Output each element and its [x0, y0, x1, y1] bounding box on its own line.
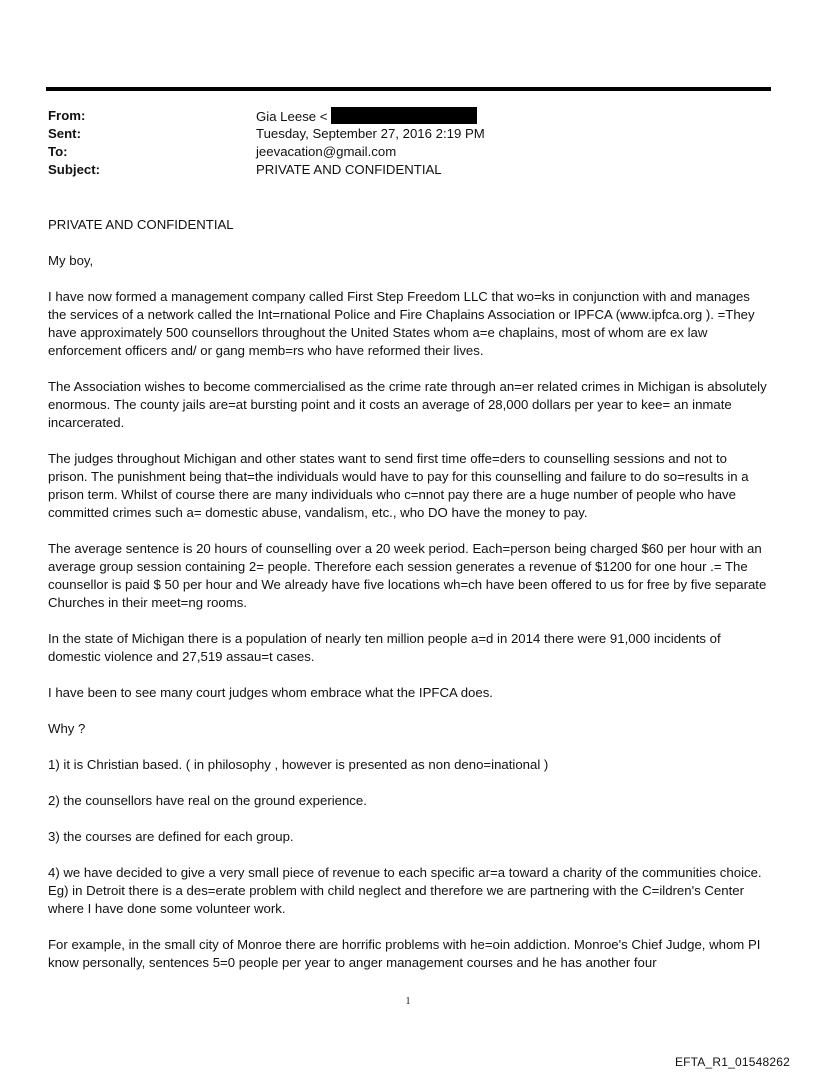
body-paragraph: Why ? — [48, 721, 86, 736]
body-paragraph: In the state of Michigan there is a population of nearly ten million people a=d in 2014 there were 91,000 incidents of domestic violence and 27,519 assau=t cases. — [48, 631, 721, 664]
body-paragraph: 4) we have decided to give a very small piece of revenue to each specific ar=a toward a charity of the communities choice. Eg) in Detroit there is a des=erate problem with child neglect and therefore we are partnering with the C=ildren's Center where I have done some volunteer work. — [48, 865, 762, 916]
body-paragraph: The average sentence is 20 hours of counselling over a 20 week period. Each=person being charged $60 per hour with an average group session containing 2= people. Therefore each session generates a revenue of $1200 for one hour .= The counsellor is paid $ 50 per hour and We already have five locations wh=ch have been offered to us for free by five separate Churches in their meet=ng rooms. — [48, 541, 767, 610]
redaction-box — [331, 107, 477, 124]
body-paragraph: 2) the counsellors have real on the ground experience. — [48, 793, 367, 808]
from-sender-name: Gia Leese < — [256, 109, 328, 124]
body-paragraph: 1) it is Christian based. ( in philosophy , however is presented as non deno=inational ) — [48, 757, 549, 772]
bates-number: EFTA_R1_01548262 — [674, 1055, 790, 1069]
sent-label: Sent: — [48, 126, 81, 141]
header-divider-rule — [46, 87, 771, 91]
page-number: 1 — [405, 996, 411, 1007]
body-paragraph: I have now formed a management company called First Step Freedom LLC that wo=ks in conjunction with and manages the services of a network called the Int=rnational Police and Fire Chaplains Association or IPFCA (www.ipfca.org ). =They have approximately 500 counsellors throughout the United States whom a=e chaplains, most of whom are ex law enforcement officers and/ or gang memb=rs who have reformed their lives. — [48, 289, 755, 358]
to-label: To: — [48, 144, 68, 159]
subject-value: PRIVATE AND CONFIDENTIAL — [256, 162, 442, 177]
body-paragraph: For example, in the small city of Monroe there are horrific problems with he=oin addiction. Monroe's Chief Judge, whom PI know personally, sentences 5=0 people per year to anger management courses and he has another four — [48, 937, 761, 970]
body-paragraph: 3) the courses are defined for each group. — [48, 829, 294, 844]
sent-value: Tuesday, September 27, 2016 2:19 PM — [256, 126, 485, 141]
body-paragraph: The Association wishes to become commercialised as the crime rate through an=er related crimes in Michigan is absolutely enormous. The county jails are=at bursting point and it costs an average of 28,000 dollars per year to kee= an inmate incarcerated. — [48, 379, 767, 430]
body-paragraph: My boy, — [48, 253, 94, 268]
email-body — [48, 216, 770, 990]
body-paragraph: I have been to see many court judges whom embrace what the IPFCA does. — [48, 685, 493, 700]
body-paragraph: The judges throughout Michigan and other states want to send first time offe=ders to counselling sessions and not to prison. The punishment being that=the individuals would have to pay for this counselling and failure to do so=results in a prison term. Whilst of course there are many individuals who c=nnot pay there are a huge number of people who have committed crimes such a= domestic abuse, vandalism, etc., who DO have the money to pay. — [48, 451, 749, 520]
subject-label: Subject: — [48, 162, 101, 177]
body-paragraph: PRIVATE AND CONFIDENTIAL — [48, 217, 234, 232]
to-value: jeevacation@gmail.com — [256, 144, 397, 159]
from-value — [256, 107, 477, 126]
from-label: From: — [48, 108, 86, 123]
